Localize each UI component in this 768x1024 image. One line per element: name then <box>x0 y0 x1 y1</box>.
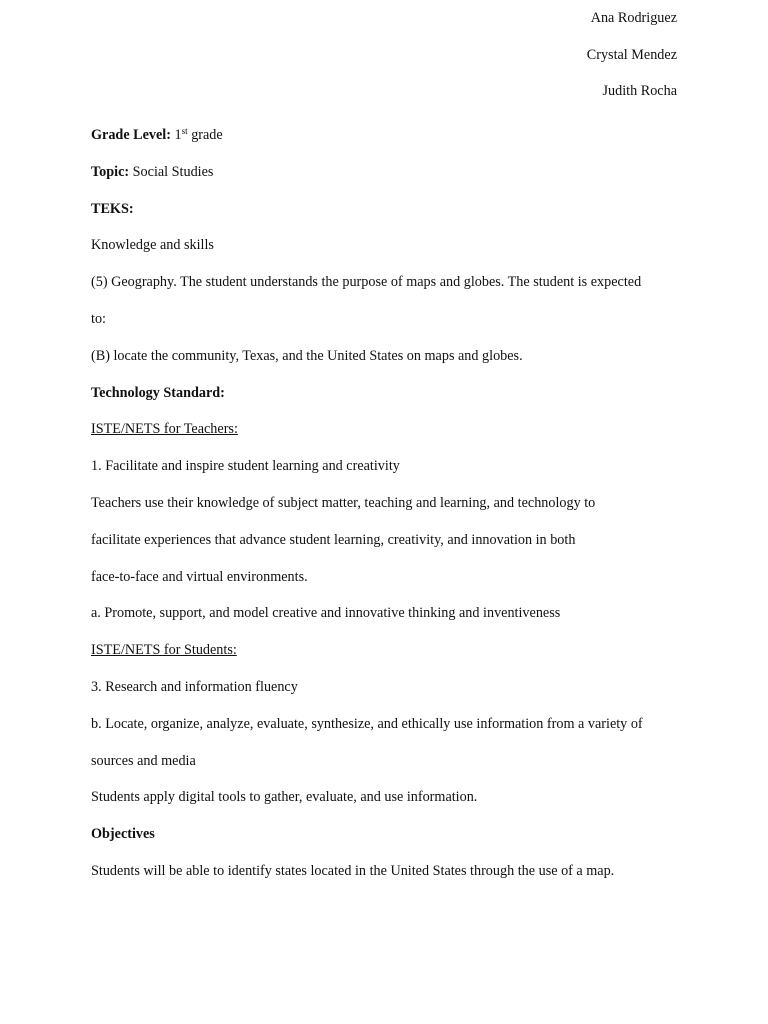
teachers-item: 1. Facilitate and inspire student learning and creativity <box>91 458 400 475</box>
teachers-subitem: a. Promote, support, and model creative and innovative thinking and inventiveness <box>91 605 561 622</box>
author-name: Crystal Mendez <box>586 46 677 63</box>
teks-text: Knowledge and skills <box>91 237 214 254</box>
grade-ordinal: st <box>181 126 188 136</box>
author-name: Judith Rocha <box>602 83 677 100</box>
topic-value: Social Studies <box>129 163 214 180</box>
grade-level-line <box>91 126 691 163</box>
document-body <box>91 126 691 899</box>
teachers-text: face-to-face and virtual environments. <box>91 568 308 585</box>
students-item: 3. Research and information fluency <box>91 678 298 695</box>
topic-line <box>91 163 691 200</box>
grade-level-label: Grade Level: <box>91 127 171 143</box>
teks-text: (5) Geography. The student understands the purpose of maps and globes. The student is expected <box>91 274 642 291</box>
teks-heading: TEKS: <box>91 200 134 217</box>
objectives-text: Students will be able to identify states located in the United States through the use of a map. <box>91 862 615 879</box>
teachers-subheading-line <box>91 420 691 457</box>
teachers-subheading: ISTE/NETS for Teachers: <box>91 421 238 438</box>
students-subheading-line <box>91 641 691 678</box>
topic-label: Topic: <box>91 163 130 180</box>
grade-suffix: grade <box>187 127 223 143</box>
grade-number: 1 <box>174 127 182 143</box>
students-subitem: b. Locate, organize, analyze, evaluate, synthesize, and ethically use information from a variety of <box>91 715 643 732</box>
teachers-text: Teachers use their knowledge of subject matter, teaching and learning, and technology to <box>91 494 596 511</box>
objectives-heading: Objectives <box>91 826 155 843</box>
students-subheading: ISTE/NETS for Students: <box>91 642 237 659</box>
teks-text: to: <box>91 310 106 327</box>
technology-standard-heading: Technology Standard: <box>91 384 225 401</box>
teks-text: (B) locate the community, Texas, and the United States on maps and globes. <box>91 347 523 364</box>
teachers-text: facilitate experiences that advance student learning, creativity, and innovation in both <box>91 531 576 548</box>
author-list <box>587 9 677 119</box>
students-subitem: sources and media <box>91 752 196 769</box>
students-text: Students apply digital tools to gather, evaluate, and use information. <box>91 789 478 806</box>
author-name: Ana Rodriguez <box>590 10 677 26</box>
